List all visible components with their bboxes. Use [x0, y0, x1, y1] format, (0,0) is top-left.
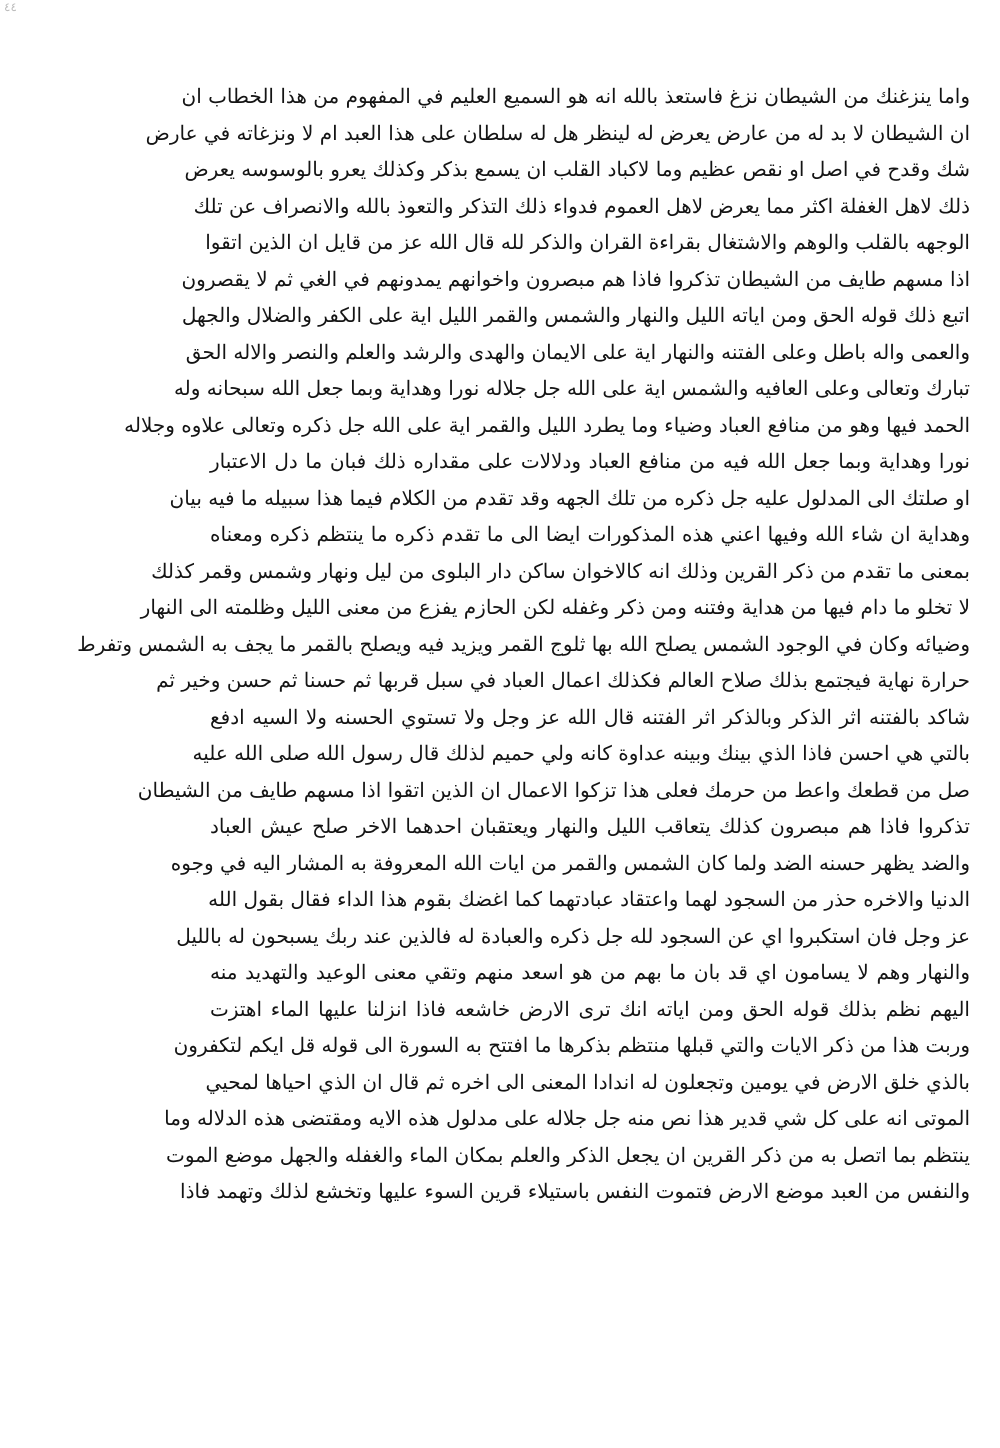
text-line-2: ان الشيطان لا بد له من عارض يعرض له لينظر هل له سلطان على هذا العبد ام لا ونزغاته في عارض — [145, 120, 970, 145]
text-line-31: والنفس من العبد موضع الارض فتموت النفس باستيلاء قرين السوء عليها وتخشع لذلك وتهمد فاذا — [180, 1179, 970, 1203]
text-line-20: صل من قطعك واعط من حرمك فعلى هذا تزكوا الاعمال ان الذين اتقوا اذا مسهم طايف من الشيطان — [137, 777, 970, 802]
text-line-6: اذا مسهم طايف من الشيطان تذكروا فاذا هم مبصرون واخوانهم يمدونهم في الغي ثم لا يقصرون — [181, 266, 970, 291]
text-line-17: حرارة نهاية فيجتمع بذلك صلاح العالم فكذلك اعمال العباد في سبل قربها ثم حسنا ثم حسن وخير ثم — [156, 668, 970, 692]
text-line-13: وهداية ان شاء الله وفيها اعني هذه المذكورات ايضا الى ما تقدم ذكره ما ينتظم ذكره ومعناه — [210, 522, 970, 546]
text-line-16: وضيائه وكان في الوجود الشمس يصلح الله بها ثلوج القمر ويزيد فيه ويصلح بالقمر ما يجف به الشمس وتفرط — [77, 631, 970, 656]
text-line-9: تبارك وتعالى وعلى العافيه والشمس اية على الله جل جلاله نورا وهداية وبما جعل الله سبحانه وله — [173, 376, 970, 400]
text-line-25: والنهار وهم لا يسامون اي قد بان ما بهم من هو اسعد منهم وتقي معنى الوعيد والتهديد منه — [210, 960, 970, 984]
text-line-14: بمعنى ما تقدم من ذكر القرين وذلك انه كالاخوان ساكن دار البلوى من ليل ونهار وشمس وقمر كذلك — [151, 558, 970, 583]
folio-number: ٤٤ — [4, 0, 17, 14]
text-line-10: الحمد فيها وهو من منافع العباد وضياء وما يطرد الليل والقمر اية على الله جل ذكره وتعالى علاوه وجلاله — [124, 412, 970, 437]
text-line-19: بالتي هي احسن فاذا الذي بينك وبينه عداوة كانه ولي حميم لذلك قال رسول الله صلى الله عليه — [192, 741, 970, 765]
text-line-21: تذكروا فاذا هم مبصرون كذلك يتعاقب الليل والنهار ويعتقبان احدهما الاخر صلح عيش العباد — [210, 814, 970, 838]
text-line-18: شاكد بالفتنه اثر الذكر وبالذكر اثر الفتنه قال الله عز وجل ولا تستوي الحسنه ولا السيه ادفع — [210, 704, 970, 729]
manuscript-text-block — [77, 78, 970, 1210]
text-line-26: اليهم نظم بذلك قوله الحق ومن اياته انك ترى الارض خاشعه فاذا انزلنا عليها الماء اهتزت — [210, 996, 970, 1021]
text-line-8: والعمى واله باطل وعلى الفتنه والنهار اية على الايمان والهدى والرشد والعلم والنصر والاله الحق — [185, 339, 970, 364]
text-line-22: والضد يظهر حسنه الضد ولما كان الشمس والقمر من ايات الله المعروفة به المشار اليه في وجوه — [170, 850, 970, 875]
text-line-11: نورا وهداية وبما جعل الله فيه من منافع العباد ودلالات على مقداره ذلك فبان ما دل الاعتبار — [210, 449, 970, 473]
text-line-24: عز وجل فان استكبروا اي عن السجود لله جل ذكره والعبادة له فالذين عند ربك يسبحون له بالليل — [176, 923, 970, 948]
text-line-15: لا تخلو ما دام فيها من هداية وفتنه ومن ذكر وغفله لكن الحازم يفزع من معنى الليل وظلمته الى النهار — [140, 595, 970, 619]
text-line-12: او صلتك الى المدلول عليه جل ذكره من تلك الجهه وقد تقدم من الكلام فيما هذا سبيله ما فيه بيان — [169, 485, 970, 510]
text-line-4: ذلك لاهل الغفلة اكثر مما يعرض لاهل العموم فدواء ذلك التذكر والتعوذ بالله والانصراف عن تلك — [193, 193, 970, 218]
text-line-3: شك وقدح في اصل او نقص عظيم وما لاكباد القلب ان يسمع بذكر وكذلك يعرو بالوسوسه يعرض — [184, 157, 970, 181]
text-line-27: وربت هذا من ذكر الايات والتي قبلها منتظم بذكرها ما افتتح به السورة الى قوله قل ايكم لتكفرون — [173, 1033, 970, 1057]
text-line-7: اتبع ذلك قوله الحق ومن اياته الليل والنهار والشمس والقمر الليل اية على الكفر والضلال والجهل — [181, 303, 970, 327]
text-line-30: ينتظم بما اتصل به من ذكر القرين ان يجعل الذكر والعلم بمكان الماء والغفله والجهل موضع الموت — [165, 1142, 970, 1167]
text-line-1: واما ينزغنك من الشيطان نزغ فاستعذ بالله انه هو السميع العليم في المفهوم من هذا الخطاب ان — [181, 84, 970, 108]
text-line-5: الوجهه بالقلب والوهم والاشتغال بقراءة القران والذكر لله قال الله عز من قايل ان الذين اتقوا — [205, 230, 970, 254]
text-line-29: الموتى انه على كل شي قدير هذا نص منه جل جلاله على مدلول هذه الايه ومقتضى هذه الدلاله وما — [164, 1106, 970, 1130]
text-line-23: الدنيا والاخره حذر من السجود لهما واعتقاد عبادتهما كما اغضك بقوم هذا الداء فقال بقول الله — [208, 887, 970, 911]
text-line-28: بالذي خلق الارض في يومين وتجعلون له اندادا المعنى الى اخره ثم قال ان الذي احياها لمحيي — [205, 1069, 970, 1094]
